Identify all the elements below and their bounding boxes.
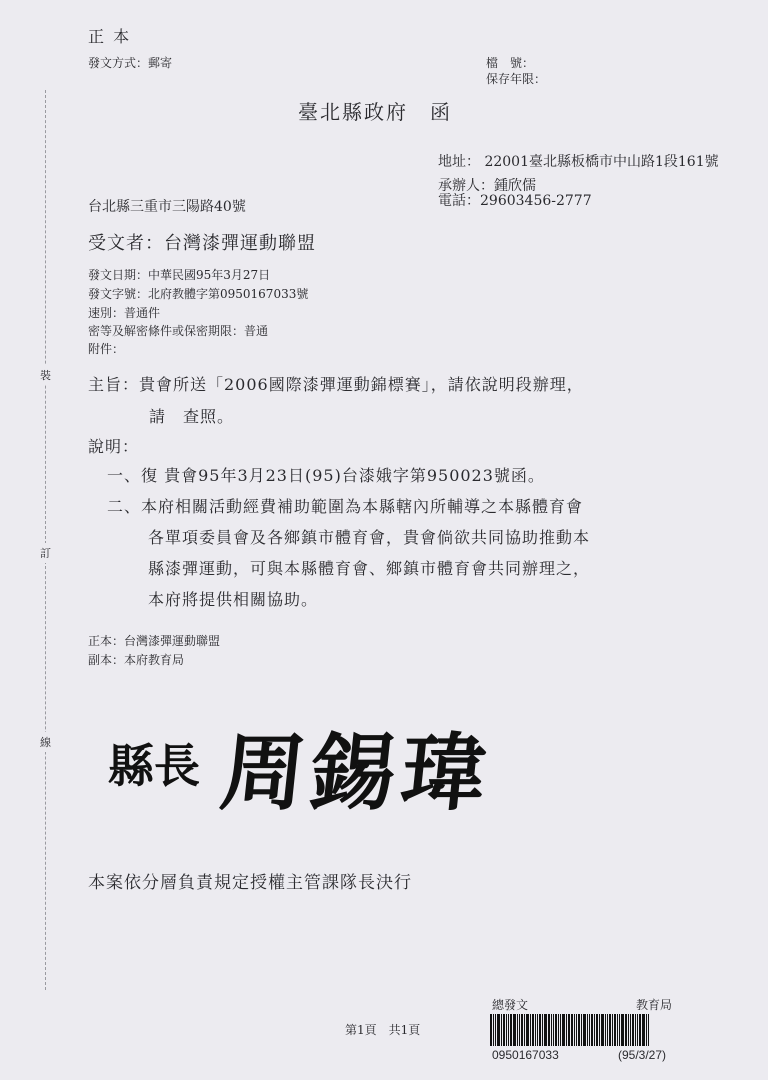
file-no-label: 檔 號： [486, 56, 535, 70]
barcode-bar [551, 1014, 552, 1046]
barcode-bar [583, 1014, 586, 1046]
barcode-bar [526, 1014, 529, 1046]
barcode-bar [542, 1014, 543, 1046]
barcode-bar [601, 1014, 604, 1046]
barcode-bar [521, 1014, 523, 1046]
barcode-bar [539, 1014, 541, 1046]
barcode-bar [625, 1014, 627, 1046]
barcode-date: (95/3/27) [618, 1048, 667, 1062]
barcode-bar [617, 1014, 618, 1046]
binding-mark-xian: 線 [40, 732, 51, 752]
issue-date: 發文日期：中華民國95年3月27日 [88, 268, 271, 282]
recipient: 受文者：台灣漆彈運動聯盟 [88, 233, 316, 254]
explanation-item-1: 一、復 貴會95年3月23日(95)台漆娥字第950023號函。 [107, 466, 545, 485]
barcode-bar [632, 1014, 634, 1046]
document-title: 臺北縣政府 函 [298, 100, 452, 124]
barcode-bar [519, 1014, 520, 1046]
barcode-bar [544, 1014, 547, 1046]
barcode-bar [530, 1014, 531, 1046]
barcode-bar [555, 1014, 557, 1046]
explanation-item-2-line-2: 各單項委員會及各鄉鎮市體育會，貴會倘欲共同協助推動本 [148, 528, 591, 547]
copy-type: 正 本 [88, 27, 132, 46]
barcode-bar [532, 1014, 534, 1046]
barcode-bar [637, 1014, 638, 1046]
barcode-bar [503, 1014, 505, 1046]
barcode-bar [566, 1014, 567, 1046]
barcode-bar [587, 1014, 588, 1046]
barcode-bar [537, 1014, 538, 1046]
barcode-bar [648, 1014, 649, 1046]
barcode-bar [621, 1014, 624, 1046]
barcode-bar [581, 1014, 582, 1046]
barcode-bar [639, 1014, 641, 1046]
sender-handler: 承辦人：鍾欣儒 [438, 178, 536, 194]
barcode-bar [553, 1014, 554, 1046]
barcode-bar [646, 1014, 647, 1046]
page-number: 第1頁 共1頁 [345, 1023, 421, 1037]
barcode-bar [591, 1014, 593, 1046]
delivery-speed: 速別：普通件 [88, 306, 161, 320]
barcode-bar [568, 1014, 570, 1046]
barcode-bar [497, 1014, 500, 1046]
barcode-bar [628, 1014, 629, 1046]
barcode-bar [508, 1014, 509, 1046]
binding-mark-ding: 訂 [40, 543, 51, 563]
subject-line-1: 主旨：貴會所送「2006國際漆彈運動錦標賽」，請依說明段辦理， [88, 375, 584, 394]
distribution-original: 正本：台灣漆彈運動聯盟 [88, 634, 221, 648]
explanation-label: 說明： [88, 437, 140, 456]
barcode-bar [609, 1014, 611, 1046]
barcode-bar [614, 1014, 616, 1046]
barcode-bar [596, 1014, 598, 1046]
barcode-bar [578, 1014, 580, 1046]
signature-title: 縣長 [108, 739, 200, 793]
subject-line-2: 請 查照。 [149, 407, 235, 426]
attachment: 附件： [88, 342, 125, 356]
dispatch-dept: 總發文 [492, 998, 529, 1012]
barcode-bar [594, 1014, 595, 1046]
barcode-bar [562, 1014, 565, 1046]
barcode-bar [548, 1014, 550, 1046]
barcode-bar [524, 1014, 525, 1046]
barcode-bar [571, 1014, 573, 1046]
barcode-bar [506, 1014, 507, 1046]
barcode-bar [560, 1014, 561, 1046]
barcode-bar [642, 1014, 645, 1046]
delegation-note: 本案依分層負責規定授權主管課隊長決行 [88, 873, 412, 893]
retention-label: 保存年限： [486, 72, 547, 86]
sender-phone: 電話：29603456-2777 [438, 193, 592, 209]
distribution-copy: 副本：本府教育局 [88, 653, 185, 667]
recipient-address: 台北縣三重市三陽路40號 [88, 199, 246, 215]
barcode-bar [605, 1014, 606, 1046]
barcode-bar [501, 1014, 502, 1046]
barcode-bar [612, 1014, 613, 1046]
barcode-bar [513, 1014, 516, 1046]
issuing-dept: 教育局 [636, 998, 673, 1012]
barcode-bar [589, 1014, 590, 1046]
barcode-bar [493, 1014, 494, 1046]
barcode-bar [495, 1014, 496, 1046]
send-method: 發文方式：郵寄 [88, 56, 173, 70]
signature-name: 周錫瑋 [216, 723, 497, 822]
barcode-bar [517, 1014, 518, 1046]
binding-line [45, 90, 46, 990]
barcode-bar [630, 1014, 631, 1046]
reference-number: 發文字號：北府教體字第0950167033號 [88, 287, 309, 301]
barcode-bar [576, 1014, 577, 1046]
barcode-bar [510, 1014, 512, 1046]
barcode-bar [490, 1014, 492, 1046]
explanation-item-2-line-3: 縣漆彈運動，可與本縣體育會、鄉鎮市體育會共同辦理之， [148, 559, 591, 578]
barcode-bar [607, 1014, 608, 1046]
explanation-item-2-line-4: 本府將提供相關協助。 [148, 590, 319, 609]
barcode-bar [619, 1014, 620, 1046]
sender-address: 地址： 22001臺北縣板橋市中山路1段161號 [438, 154, 719, 170]
security-level: 密等及解密條件或保密期限：普通 [88, 324, 269, 338]
barcode-bar [574, 1014, 575, 1046]
barcode [490, 1014, 670, 1046]
binding-mark-zhuang: 裝 [40, 365, 51, 385]
barcode-bar [535, 1014, 536, 1046]
barcode-bar [599, 1014, 600, 1046]
barcode-bar [558, 1014, 559, 1046]
barcode-number: 0950167033 [492, 1048, 559, 1062]
barcode-bar [635, 1014, 636, 1046]
explanation-item-2-line-1: 二、本府相關活動經費補助範圍為本縣轄內所輔導之本縣體育會 [107, 497, 584, 516]
